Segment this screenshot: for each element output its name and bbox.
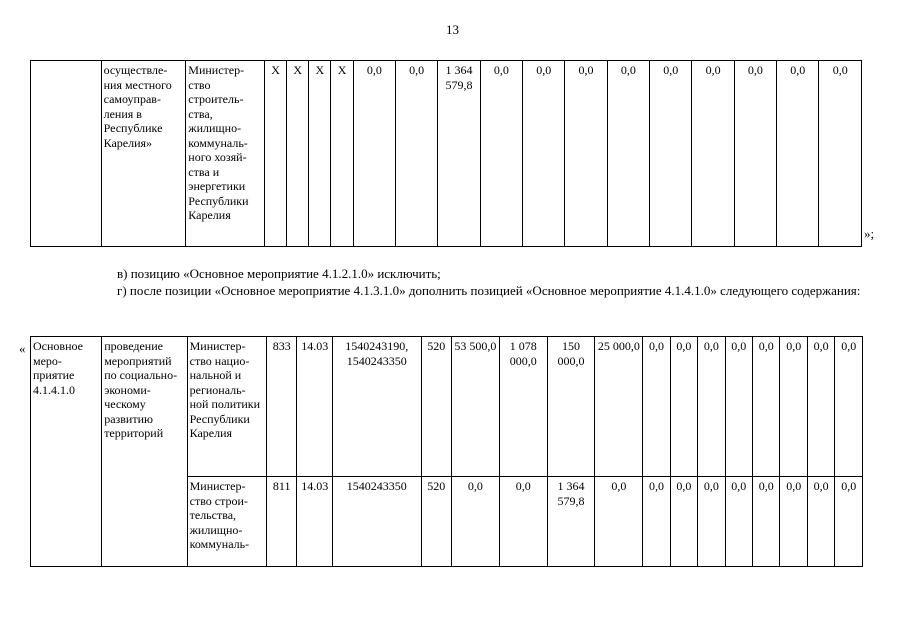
amount-cell: 1 364 579,8 <box>547 477 595 567</box>
zero-cell: 0,0 <box>670 337 697 477</box>
zero-cell: 0,0 <box>780 337 807 477</box>
zero-cell: 0,0 <box>698 337 725 477</box>
marker-cell: Х <box>309 61 331 247</box>
item-description-cell: проведение мероприятий по социально-экономи-ческому развитию территорий <box>102 337 187 567</box>
amount-cell: 53 500,0 <box>452 337 500 477</box>
zero-cell: 0,0 <box>725 337 752 477</box>
zero-cell: 0,0 <box>835 337 863 477</box>
value-cell: 0,0 <box>353 61 395 247</box>
zero-cell: 0,0 <box>643 337 670 477</box>
program-table-new-position <box>30 336 863 567</box>
vr-cell: 520 <box>421 477 452 567</box>
value-cell: 0,0 <box>565 61 607 247</box>
rzpr-cell: 14.03 <box>297 337 333 477</box>
zero-cell: 0,0 <box>753 337 780 477</box>
rzpr-cell: 14.03 <box>297 477 333 567</box>
opening-quote: « <box>19 341 26 356</box>
executor-cell: Министер-ство нацио-нальной и региональ-ной политики Республики Карелия <box>187 337 266 477</box>
item-name-cell: осуществле-ния местного самоуправ-ления в Республике Карелия» <box>101 61 186 247</box>
vr-cell: 520 <box>421 337 452 477</box>
paragraph-g: г) после позиции «Основное мероприятие 4.1.3.1.0» дополнить позицией «Основное мероприятие 4.1.4.1.0» следующего содержания: <box>117 283 861 298</box>
amount-cell: 25 000,0 <box>595 337 643 477</box>
executor-cell: Министер-ство строитель-ства, жилищно-коммуналь-ного хозяй-ства и энергетики Республики Карелия <box>186 61 265 247</box>
amount-cell: 150 000,0 <box>547 337 595 477</box>
zero-cell: 0,0 <box>807 337 834 477</box>
marker-cell: Х <box>264 61 286 247</box>
table-row <box>31 61 862 247</box>
closing-quote: »; <box>864 226 875 241</box>
zero-cell: 0,0 <box>670 477 697 567</box>
value-cell: 0,0 <box>692 61 734 247</box>
amount-cell: 0,0 <box>452 477 500 567</box>
amount-cell: 0,0 <box>499 477 547 567</box>
amount-cell: 0,0 <box>595 477 643 567</box>
value-cell: 1 364 579,8 <box>438 61 480 247</box>
zero-cell: 0,0 <box>753 477 780 567</box>
zero-cell: 0,0 <box>780 477 807 567</box>
page-number: 13 <box>446 22 459 37</box>
csr-cell: 1540243350 <box>333 477 421 567</box>
grbs-cell: 811 <box>266 477 297 567</box>
table-row <box>31 337 863 477</box>
zero-cell: 0,0 <box>807 477 834 567</box>
amount-cell: 1 078 000,0 <box>499 337 547 477</box>
value-cell: 0,0 <box>819 61 862 247</box>
csr-cell: 1540243190, 1540243350 <box>333 337 421 477</box>
value-cell: 0,0 <box>777 61 819 247</box>
grbs-cell: 833 <box>266 337 297 477</box>
value-cell: 0,0 <box>650 61 692 247</box>
marker-cell: Х <box>287 61 309 247</box>
zero-cell: 0,0 <box>643 477 670 567</box>
program-table-continued <box>30 60 862 247</box>
zero-cell: 0,0 <box>725 477 752 567</box>
value-cell: 0,0 <box>734 61 776 247</box>
zero-cell: 0,0 <box>835 477 863 567</box>
zero-cell: 0,0 <box>698 477 725 567</box>
value-cell: 0,0 <box>395 61 437 247</box>
value-cell: 0,0 <box>480 61 522 247</box>
marker-cell: Х <box>331 61 353 247</box>
paragraph-v: в) позицию «Основное мероприятие 4.1.2.1.0» исключить; <box>117 266 441 281</box>
value-cell: 0,0 <box>607 61 649 247</box>
executor-cell: Министер-ство строи-тельства, жилищно-коммуналь- <box>187 477 266 567</box>
item-label-cell: Основное меро-приятие 4.1.4.1.0 <box>31 337 102 567</box>
status-cell <box>31 61 102 247</box>
value-cell: 0,0 <box>523 61 565 247</box>
